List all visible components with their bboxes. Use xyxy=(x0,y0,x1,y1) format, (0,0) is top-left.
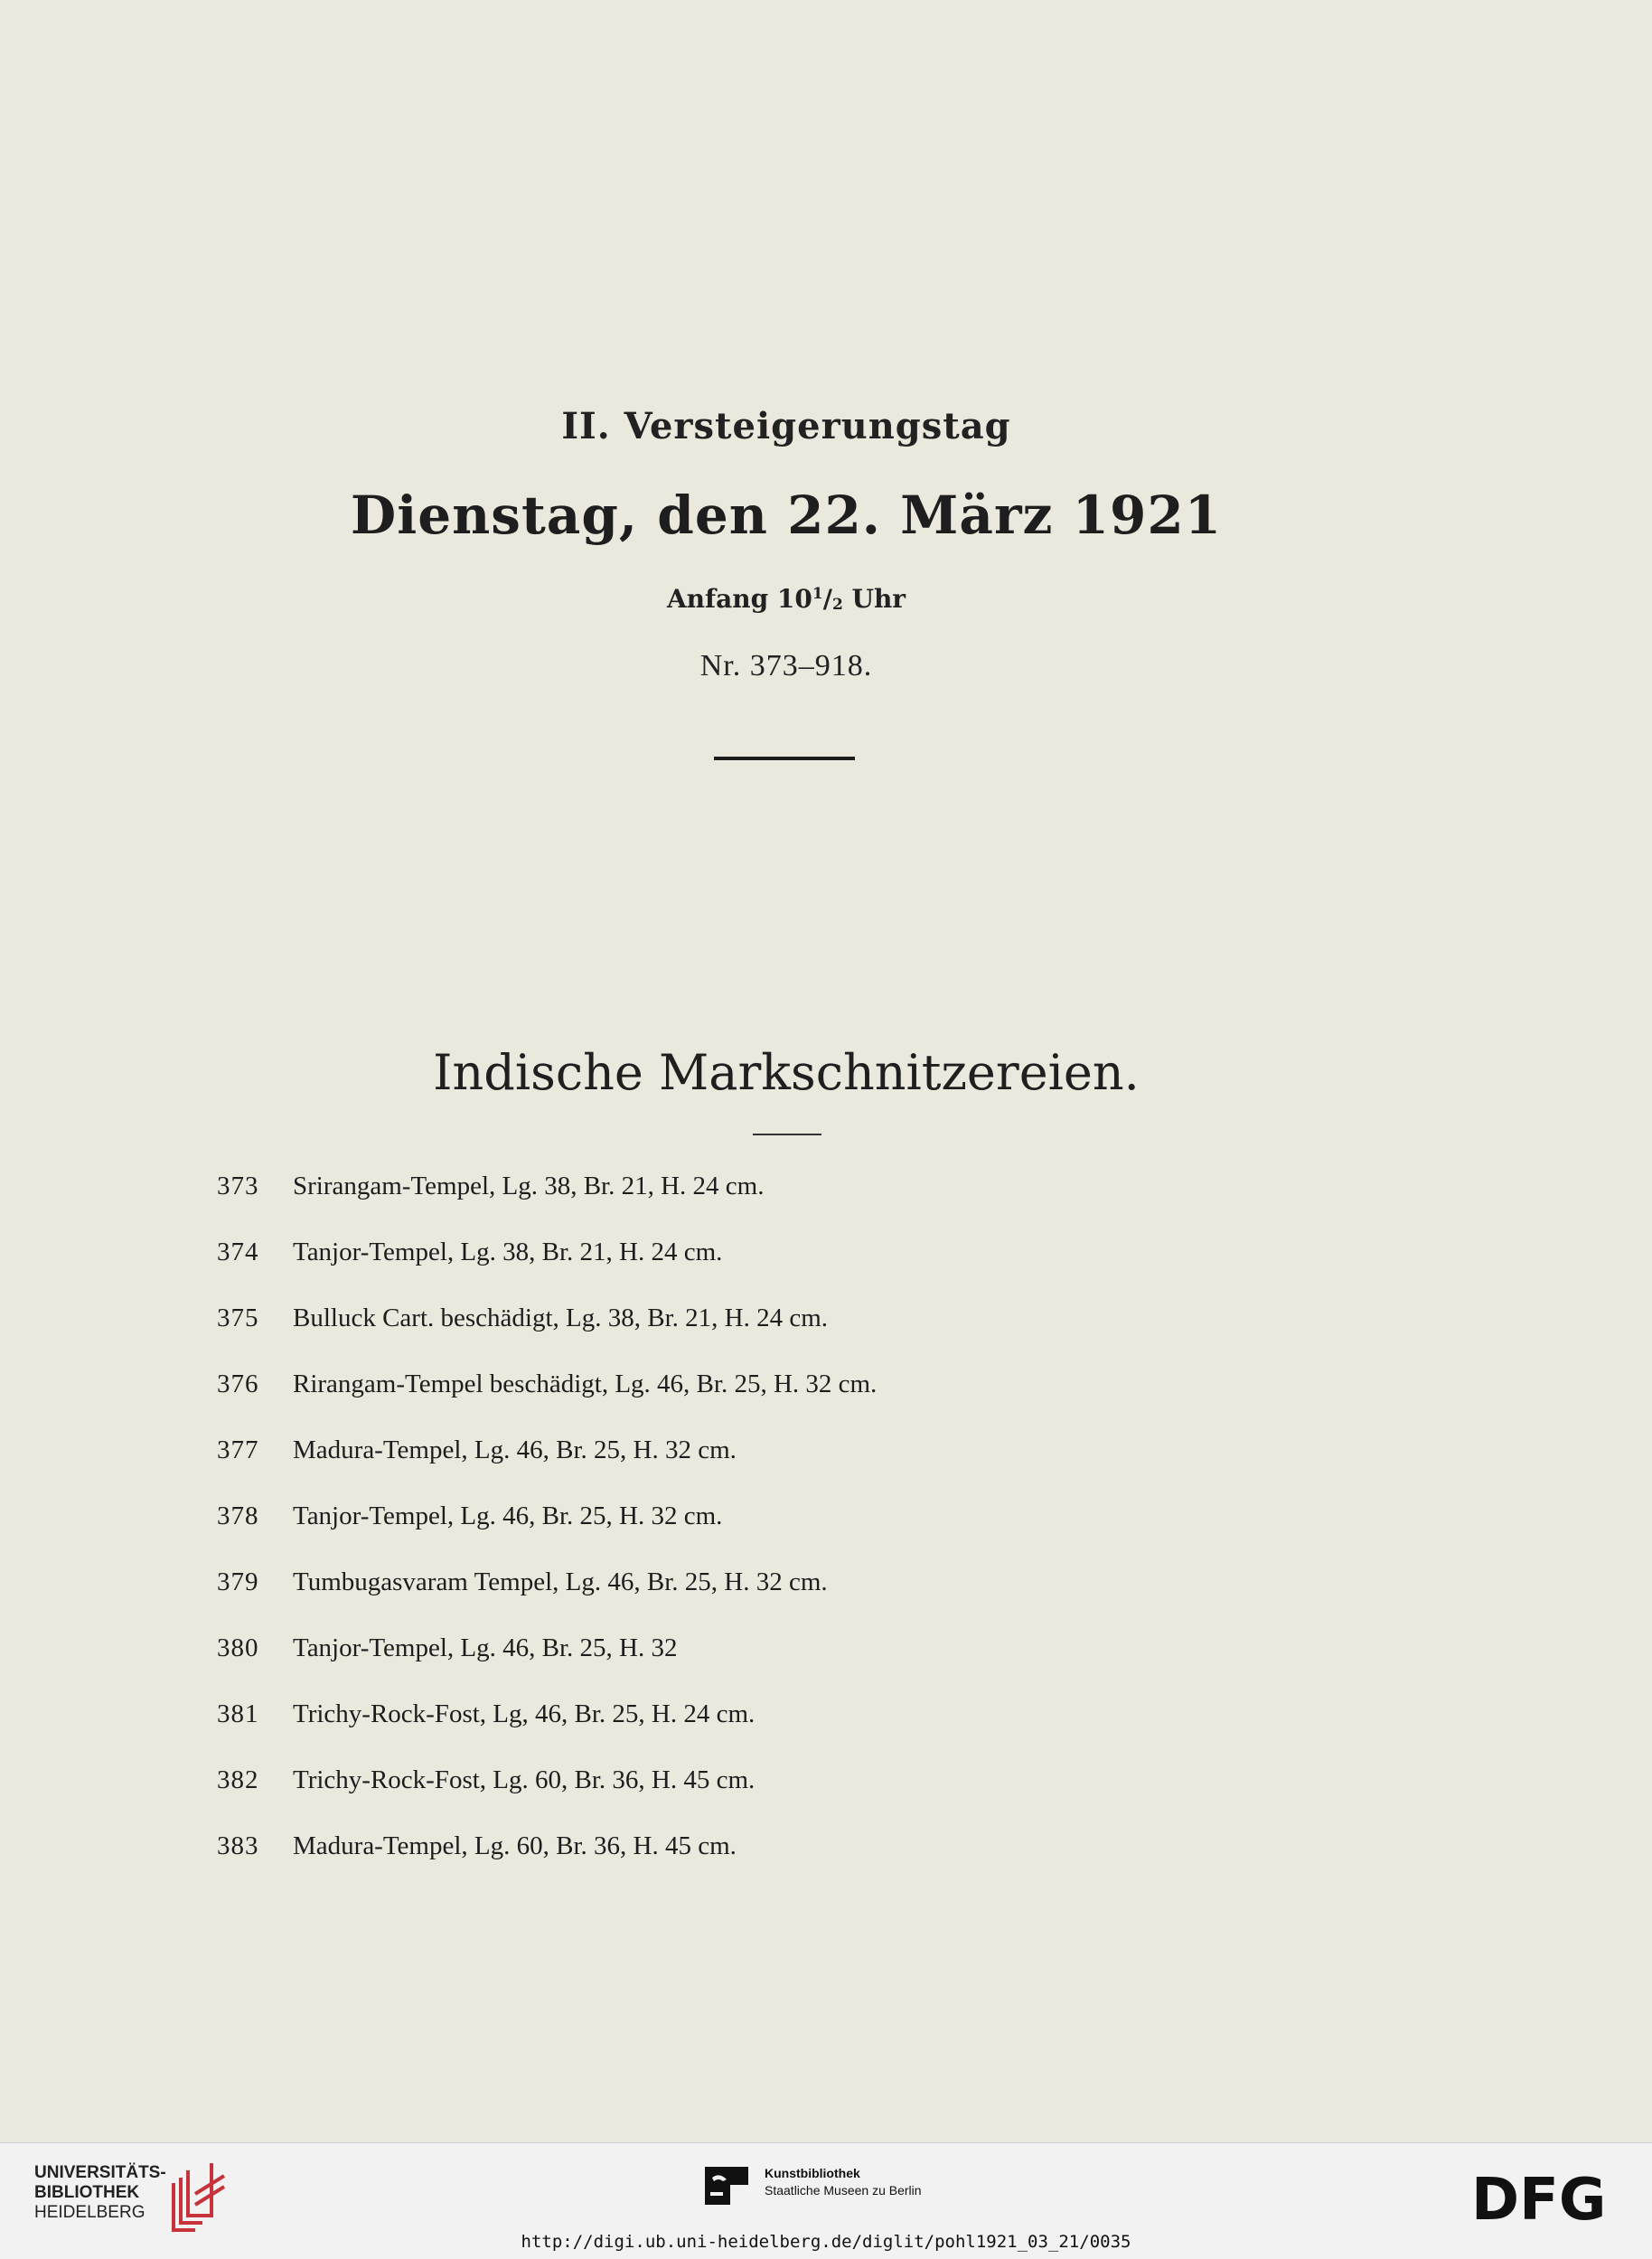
lot-description: Tanjor-Tempel, Lg. 38, Br. 21, H. 24 cm. xyxy=(293,1238,723,1266)
lot-entry xyxy=(217,1567,1392,1633)
start-time xyxy=(0,584,1572,614)
kunstbibliothek-logo-icon[interactable] xyxy=(703,2165,750,2207)
lot-number-range: Nr. 373–918. xyxy=(699,649,873,682)
lot-description: Tumbugasvaram Tempel, Lg. 46, Br. 25, H. 32 cm. xyxy=(293,1567,828,1596)
dfg-logo-text: DFG xyxy=(1471,2170,1607,2225)
lot-number: 373 xyxy=(217,1172,259,1200)
lot-number: 381 xyxy=(217,1699,259,1728)
lot-number: 376 xyxy=(217,1370,259,1398)
lot-entry xyxy=(217,1172,1392,1238)
kb-name-line2: Staatliche Museen zu Berlin xyxy=(765,2183,922,2198)
ub-name-line3: HEIDELBERG xyxy=(34,2203,145,2222)
start-time-prefix: Anfang 10 xyxy=(666,584,812,614)
lot-description: Trichy-Rock-Fost, Lg. 60, Br. 36, H. 45 cm. xyxy=(293,1765,756,1794)
auction-day-heading: II. Versteigerungstag xyxy=(561,405,1011,447)
lot-description: Rirangam-Tempel beschädigt, Lg. 46, Br. 25, H. 32 cm. xyxy=(293,1370,878,1398)
kunstbibliothek-name xyxy=(765,2165,922,2199)
lot-description: Bulluck Cart. beschädigt, Lg. 38, Br. 21, H. 24 cm. xyxy=(293,1304,829,1332)
ub-name-line2: BIBLIOTHEK xyxy=(34,2183,140,2202)
ub-name-line1: UNIVERSITÄTS- xyxy=(34,2163,166,2182)
university-library-logo-icon[interactable] xyxy=(168,2158,231,2235)
lot-list xyxy=(217,1172,1392,1897)
section-title: Indische Markschnitzereien. xyxy=(433,1044,1140,1101)
lot-number: 378 xyxy=(217,1501,259,1530)
lot-description: Madura-Tempel, Lg. 46, Br. 25, H. 32 cm. xyxy=(293,1435,737,1464)
start-time-fraction-slash: / xyxy=(822,584,832,614)
start-time-suffix: Uhr xyxy=(842,584,906,614)
university-library-name[interactable] xyxy=(34,2163,166,2223)
lot-entry xyxy=(217,1633,1392,1699)
digitization-footer xyxy=(0,2142,1652,2259)
start-time-fraction-denominator: 2 xyxy=(831,596,843,614)
lot-entry xyxy=(217,1501,1392,1567)
lot-number: 380 xyxy=(217,1633,259,1662)
start-time-fraction-numerator: 1 xyxy=(812,585,823,603)
lot-description: Trichy-Rock-Fost, Lg, 46, Br. 25, H. 24 cm. xyxy=(293,1699,756,1728)
heading-divider xyxy=(714,757,855,760)
permalink-url[interactable]: http://digi.ub.uni-heidelberg.de/diglit/pohl1921_03_21/0035 xyxy=(521,2232,1131,2252)
lot-entry xyxy=(217,1238,1392,1304)
lot-entry xyxy=(217,1699,1392,1765)
lot-description: Tanjor-Tempel, Lg. 46, Br. 25, H. 32 xyxy=(293,1633,678,1662)
lot-description: Madura-Tempel, Lg. 60, Br. 36, H. 45 cm. xyxy=(293,1831,737,1860)
lot-entry xyxy=(217,1370,1392,1435)
lot-description: Tanjor-Tempel, Lg. 46, Br. 25, H. 32 cm. xyxy=(293,1501,723,1530)
lot-number: 374 xyxy=(217,1238,259,1266)
section-divider xyxy=(753,1134,821,1135)
lot-number: 377 xyxy=(217,1435,259,1464)
lot-number: 383 xyxy=(217,1831,259,1860)
dfg-logo-icon[interactable] xyxy=(1471,2170,1625,2225)
kb-name-line1: Kunstbibliothek xyxy=(765,2166,860,2180)
auction-date-heading: Dienstag, den 22. März 1921 xyxy=(350,485,1223,546)
lot-description: Srirangam-Tempel, Lg. 38, Br. 21, H. 24 cm. xyxy=(293,1172,765,1200)
lot-number: 375 xyxy=(217,1304,259,1332)
lot-number: 382 xyxy=(217,1765,259,1794)
lot-entry xyxy=(217,1765,1392,1831)
lot-entry xyxy=(217,1831,1392,1897)
lot-number: 379 xyxy=(217,1567,259,1596)
lot-entry xyxy=(217,1435,1392,1501)
lot-entry xyxy=(217,1304,1392,1370)
